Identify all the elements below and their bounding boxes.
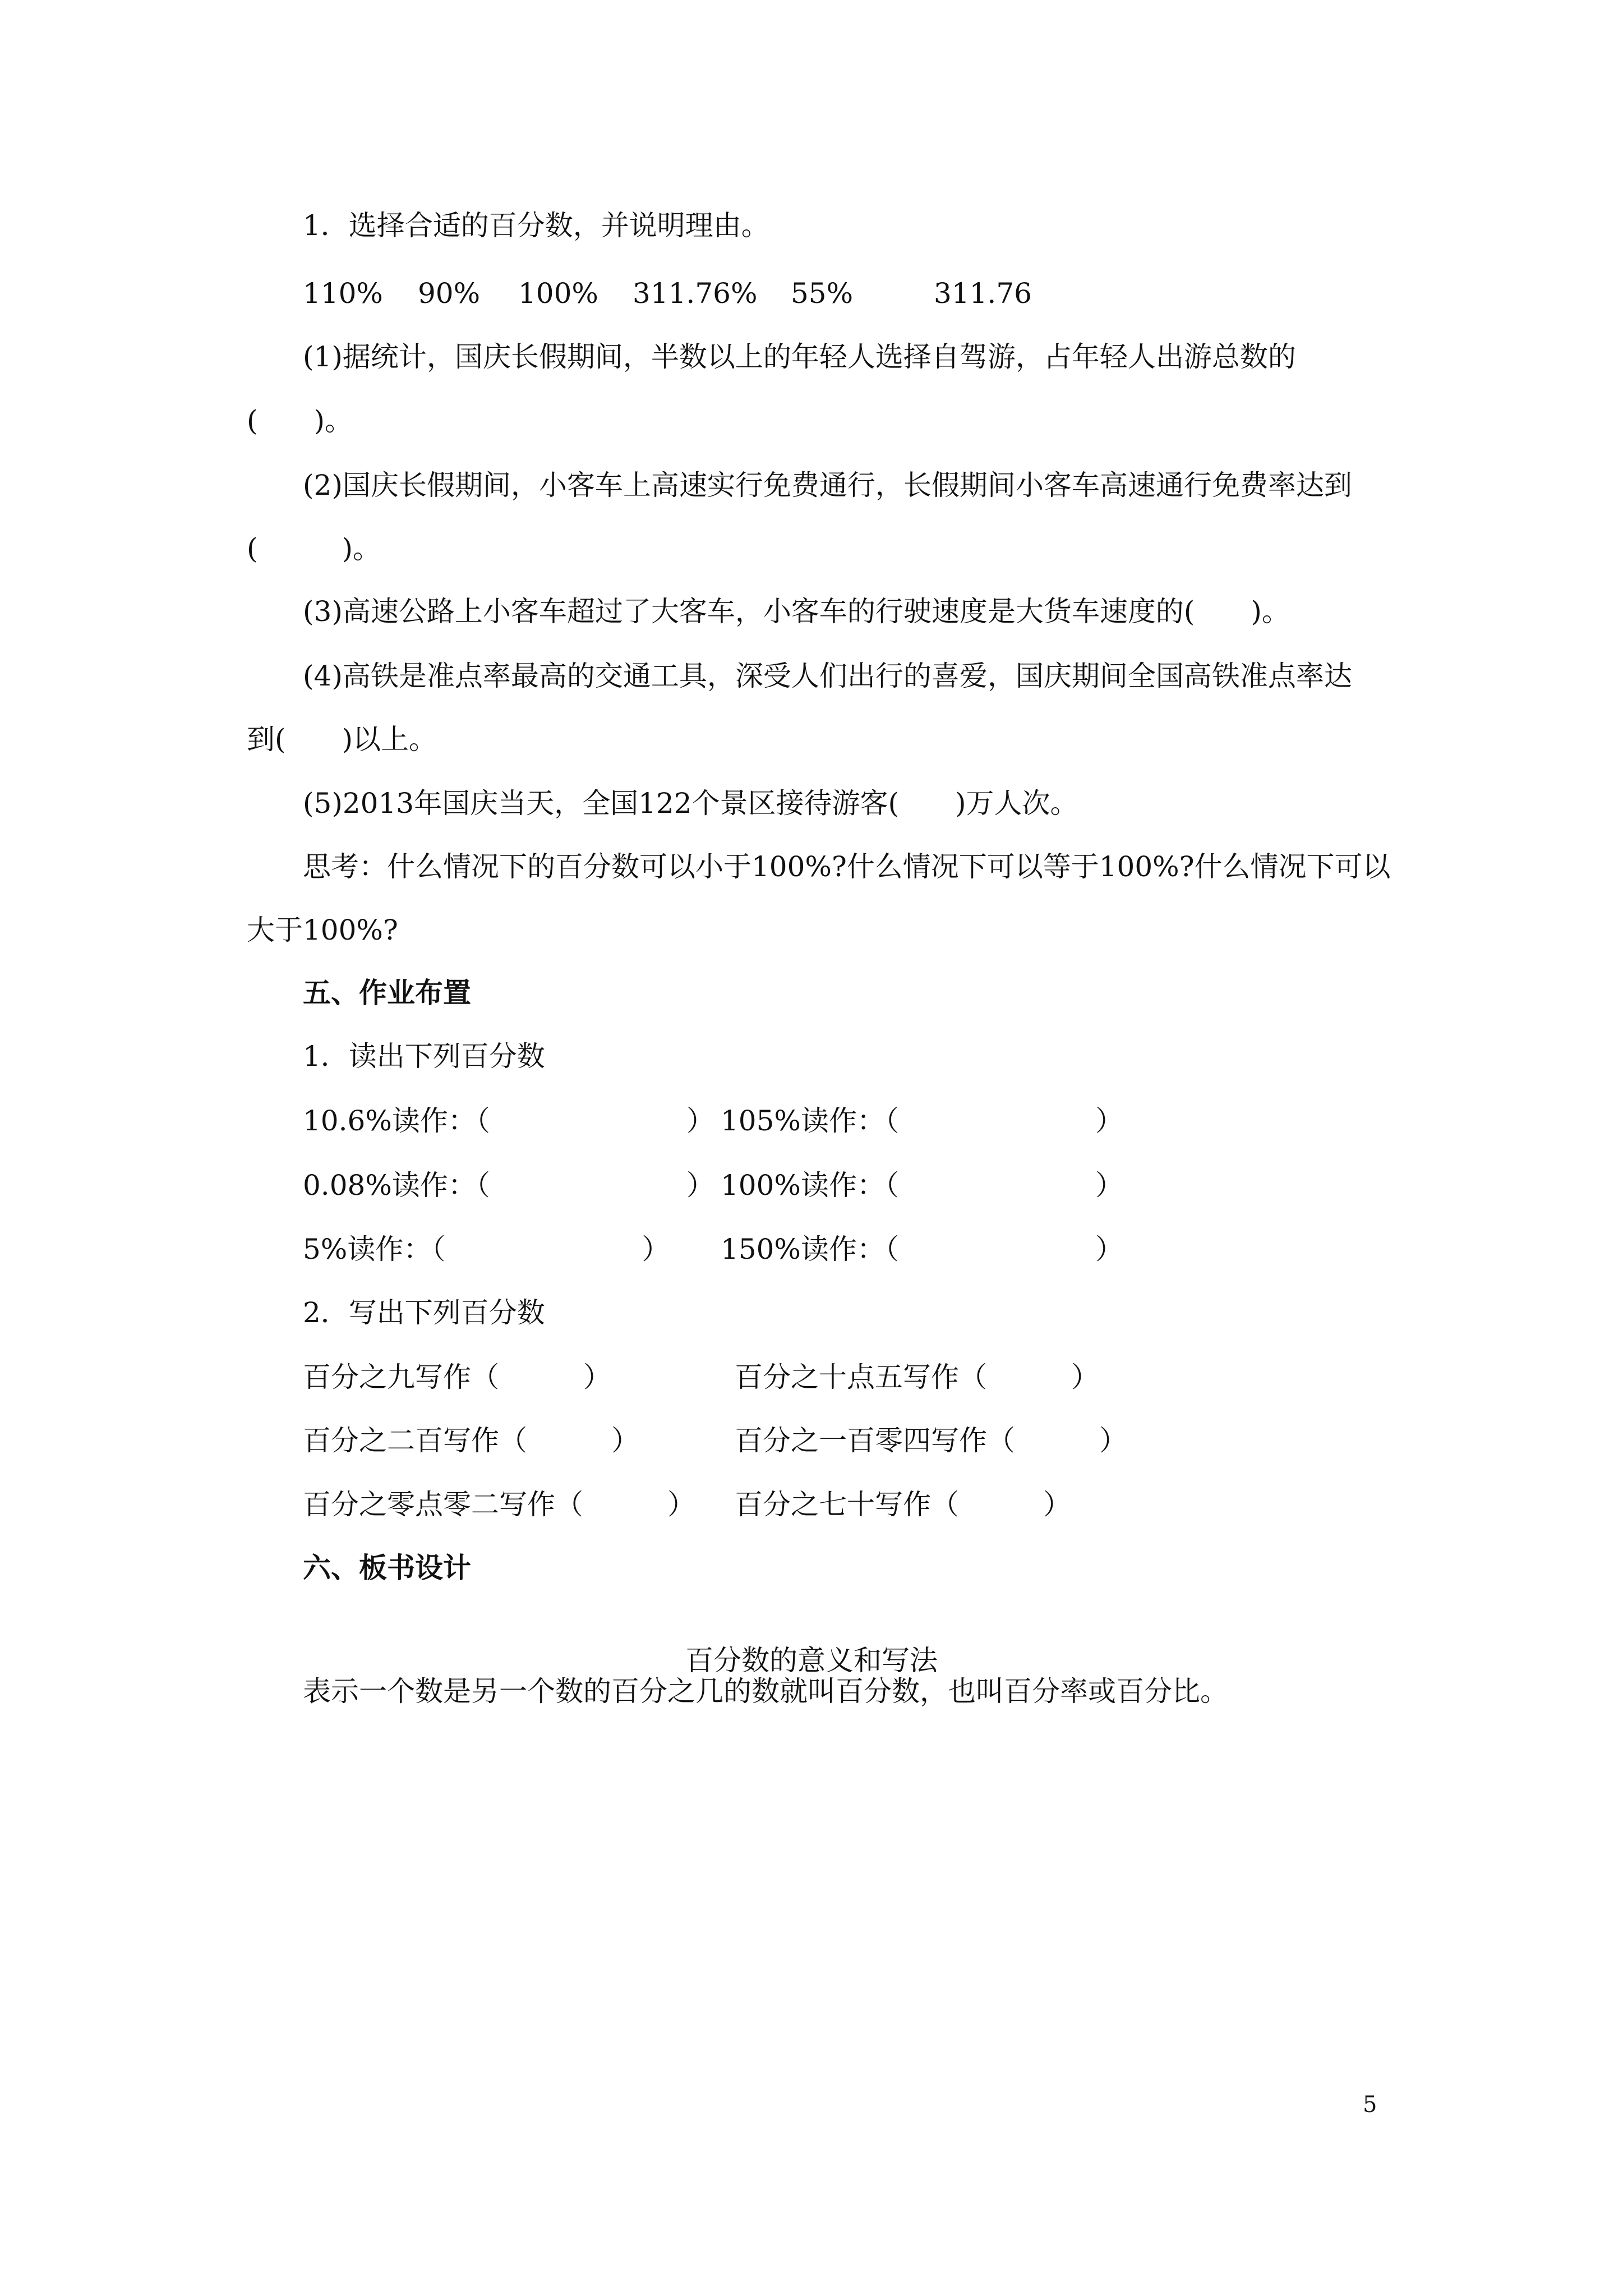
item-2-line-2: ( )。 [247, 532, 381, 565]
read-row-3-right: 150%读作：（ ） [721, 1233, 1123, 1266]
write-row-3-left: 百分之零点零二写作（ ） [303, 1488, 695, 1521]
read-row-3-left: 5%读作：（ ） [303, 1233, 670, 1266]
write-row-2-right: 百分之一百零四写作（ ） [735, 1424, 1127, 1457]
option-4: 311.76% [633, 277, 758, 310]
option-5: 55% [791, 277, 854, 310]
read-heading: 1．读出下列百分数 [303, 1040, 545, 1073]
think-line-2: 大于100%? [247, 914, 398, 946]
item-4-line-1: (4)高铁是准点率最高的交通工具，深受人们出行的喜爱，国庆期间全国高铁准点率达 [303, 660, 1352, 692]
read-row-2-right: 100%读作：（ ） [721, 1169, 1123, 1202]
item-1-line-2: ( )。 [247, 404, 353, 437]
section-5-heading: 五、作业布置 [303, 977, 471, 1009]
read-row-2-left: 0.08%读作：（ ） [303, 1169, 714, 1202]
item-5: (5)2013年国庆当天，全国122个景区接待游客( )万人次。 [303, 787, 1078, 820]
write-row-3-right: 百分之七十写作（ ） [735, 1488, 1071, 1521]
board-definition: 表示一个数是另一个数的百分之几的数就叫百分数，也叫百分率或百分比。 [303, 1675, 1228, 1708]
write-row-1-left: 百分之九写作（ ） [303, 1361, 611, 1393]
think-line-1: 思考：什么情况下的百分数可以小于100%?什么情况下可以等于100%?什么情况下可以 [303, 850, 1391, 883]
page-number: 5 [1363, 2092, 1377, 2118]
board-title: 百分数的意义和写法 [685, 1644, 938, 1677]
item-2-line-1: (2)国庆长假期间，小客车上高速实行免费通行，长假期间小客车高速通行免费率达到 [303, 469, 1352, 501]
option-3: 100% [518, 277, 598, 310]
q1-heading: 1．选择合适的百分数，并说明理由。 [303, 209, 769, 242]
option-6: 311.76 [934, 277, 1032, 310]
item-3: (3)高速公路上小客车超过了大客车，小客车的行驶速度是大货车速度的( )。 [303, 595, 1290, 628]
item-4-line-2: 到( )以上。 [247, 723, 437, 756]
option-1: 110% [303, 277, 383, 310]
write-row-1-right: 百分之十点五写作（ ） [735, 1361, 1099, 1393]
write-row-2-left: 百分之二百写作（ ） [303, 1424, 639, 1457]
read-row-1-left: 10.6%读作：（ ） [303, 1105, 714, 1137]
read-row-1-right: 105%读作：（ ） [721, 1105, 1123, 1137]
write-heading: 2．写出下列百分数 [303, 1296, 545, 1329]
option-2: 90% [418, 277, 481, 310]
section-6-heading: 六、板书设计 [303, 1552, 471, 1584]
item-1-line-1: (1)据统计，国庆长假期间，半数以上的年轻人选择自驾游，占年轻人出游总数的 [303, 341, 1296, 373]
